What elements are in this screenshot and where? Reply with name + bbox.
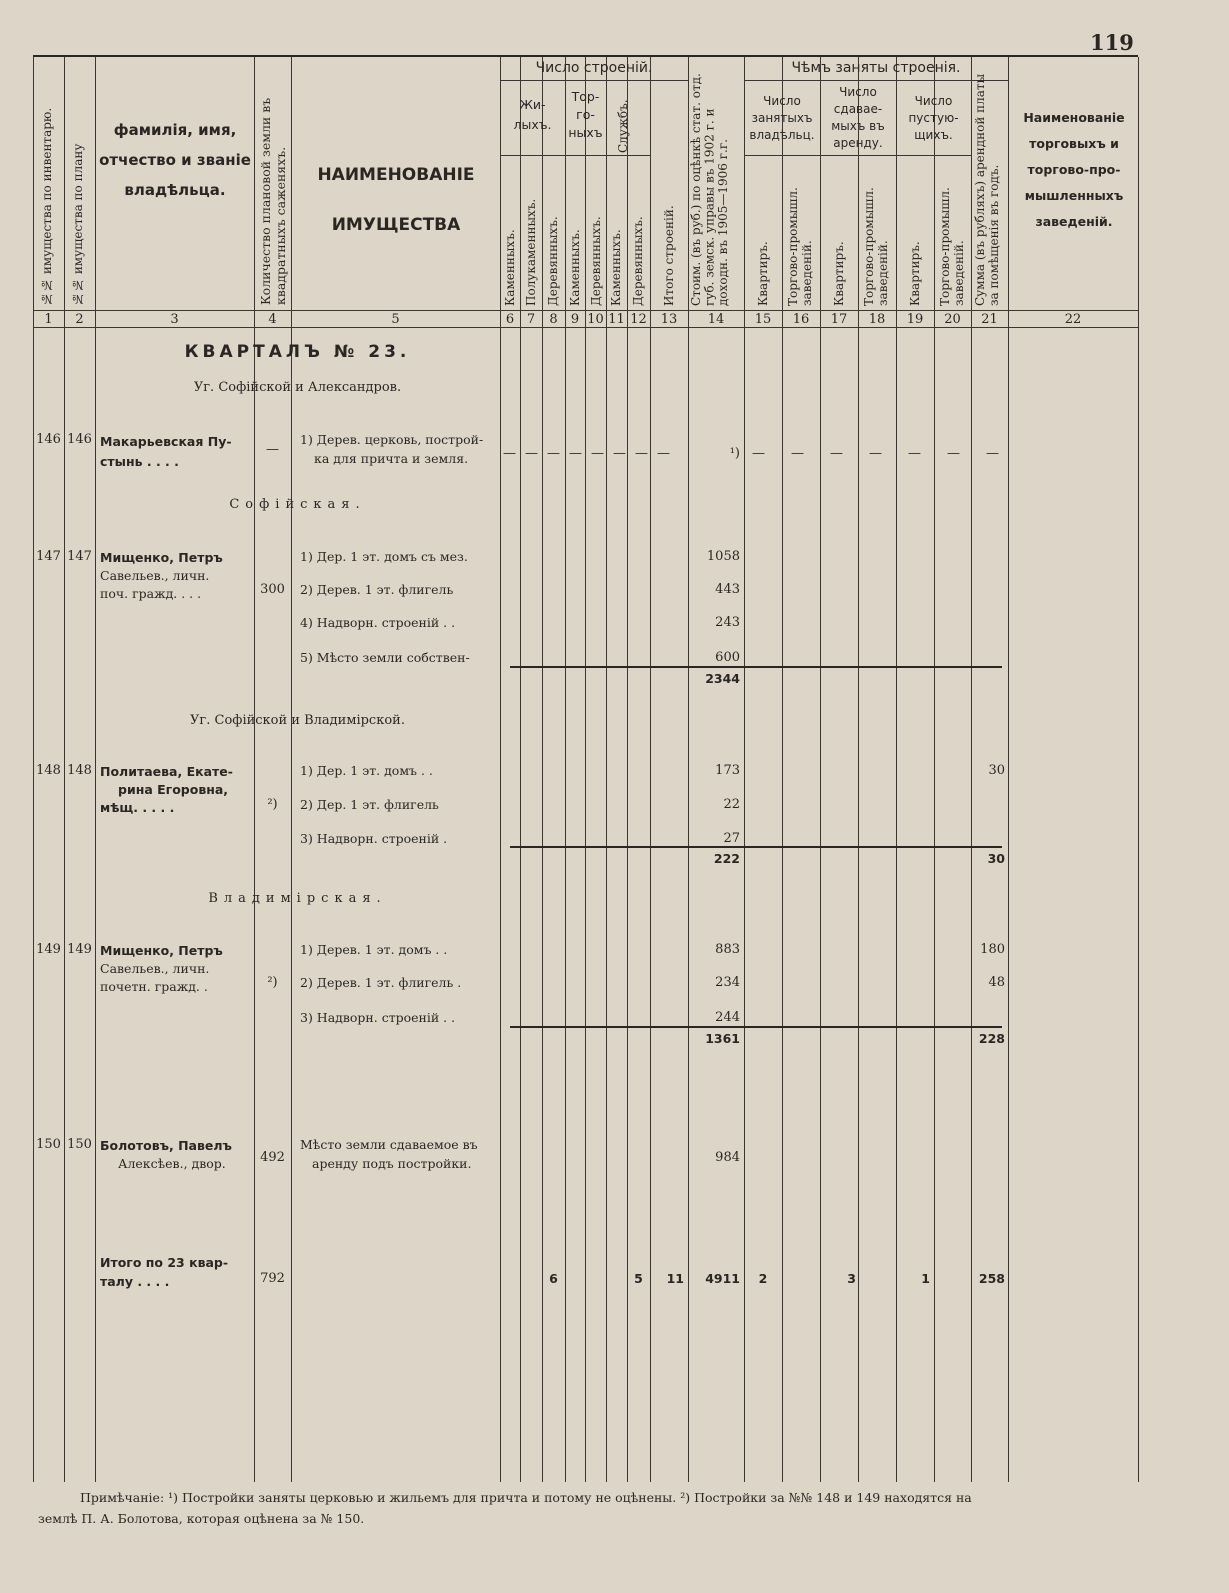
header-trade-line: го- [576, 107, 595, 122]
header-plan-number: №№ имущества по плану [71, 143, 85, 306]
dash-row: ——————— [752, 446, 1025, 461]
col-border [896, 57, 897, 1482]
header-property-line: НАИМЕНОВАНІЕ [317, 165, 475, 185]
total-label-line: талу . . . . [100, 1274, 170, 1289]
colnum-22: 22 [1064, 312, 1082, 327]
total-land: 792 [260, 1271, 285, 1286]
colnum-20: 20 [944, 312, 961, 327]
header-empty-line: Число [914, 94, 953, 108]
header-usage: Чѣмъ заняты строенія. [791, 60, 961, 76]
col-border [934, 57, 935, 1482]
value: 443 [715, 582, 740, 597]
owner-line: рина Егоровна, [118, 782, 229, 797]
property-item: 1) Дер. 1 эт. домъ . . [300, 763, 433, 778]
header-rent-sum: Сумма (въ рубляхъ) арендной платы за помѣщенія въ годъ. [973, 73, 1001, 306]
colnum-6: 6 [505, 312, 515, 327]
owner-line: поч. гражд. . . . [100, 586, 202, 601]
colnum-3: 3 [170, 312, 179, 327]
land-amount: ²) [267, 975, 278, 990]
header-owners-used [744, 93, 820, 144]
property-item: аренду подъ постройки. [312, 1156, 472, 1171]
col-border [500, 57, 501, 1482]
owner-line: почетн. гражд. . [100, 979, 208, 994]
owner-line: Алексѣев., двор. [118, 1156, 226, 1171]
colnum-12: 12 [630, 312, 647, 327]
value: 244 [715, 1010, 740, 1025]
property-item: 1) Дерев. 1 эт. домъ . . [300, 942, 448, 957]
inv-number: 146 [36, 432, 61, 447]
header-owner-line: владѣльца. [124, 181, 226, 199]
total-label [100, 1253, 228, 1291]
header-trade-owners: Торгово-промышл. заведеній. [786, 187, 814, 306]
colnum-9: 9 [570, 312, 580, 327]
header-owners-line: владѣльц. [749, 128, 815, 142]
plan-number: 146 [67, 432, 92, 447]
colnum-14: 14 [707, 312, 725, 327]
subtotal-rent: 228 [978, 1031, 1005, 1046]
header-wood-res: Деревянныхъ. [546, 216, 560, 306]
subtotal-rule [510, 666, 1002, 668]
plan-number: 149 [67, 942, 92, 957]
header-wood-service: Деревянныхъ. [631, 216, 645, 306]
header-estab-line: торгово-про- [1027, 162, 1121, 177]
owner-line: стынь . . . . [100, 454, 179, 469]
colnum-2: 2 [75, 312, 84, 327]
header-trade-empty: Торгово-промышл. заведеній. [938, 187, 966, 306]
property-item: 3) Надворн. строеній . [300, 831, 448, 846]
col-border [95, 57, 96, 1482]
footnote-line: Примѣчаніе: ¹) Постройки заняты церковью и жильемъ для причта и потому не оцѣнены. ²) Постройки за №№ 148 и 149 находятся на [80, 1490, 972, 1505]
colnum-15: 15 [754, 312, 772, 327]
header-rent-line: сдавае- [833, 102, 883, 116]
property-item: 2) Дерев. 1 эт. флигель . [300, 975, 462, 990]
owner-name [100, 1137, 232, 1173]
header-owner-line: отчество и званіе [99, 151, 251, 169]
col-border [254, 57, 255, 1482]
total-c17: 3 [847, 1271, 856, 1286]
col-border [858, 57, 859, 1482]
rent-sum: 30 [988, 763, 1005, 778]
col-border [782, 57, 783, 1482]
value: 883 [715, 942, 740, 957]
colnum-18: 18 [868, 312, 886, 327]
value: 984 [715, 1150, 740, 1165]
header-inv-number: №№ имущества по инвентарю. [40, 107, 54, 306]
footnote-line: землѣ П. А. Болотова, которая оцѣнена за № 150. [38, 1511, 365, 1526]
colnum-11: 11 [608, 312, 625, 327]
header-subrule [744, 155, 971, 156]
header-subrule [500, 155, 650, 156]
header-subrule [744, 80, 1008, 81]
total-c8: 6 [549, 1271, 558, 1286]
header-owner-line: фамилія, имя, [113, 121, 237, 139]
owner-line: Болотовъ, Павелъ [100, 1138, 232, 1153]
total-c21: 258 [978, 1271, 1005, 1286]
property-item: 4) Надворн. строеній . . [300, 615, 456, 630]
value: 243 [715, 615, 740, 630]
dash-row: ———————— [503, 446, 679, 461]
plan-number: 150 [67, 1137, 92, 1152]
footnote [38, 1487, 972, 1529]
colnum-5: 5 [391, 312, 400, 327]
header-rent-used [820, 84, 896, 152]
inv-number: 147 [36, 549, 61, 564]
header-apartments-owners: Квартиръ. [756, 241, 770, 306]
subtotal-value: 1361 [705, 1031, 740, 1046]
col-border [650, 57, 651, 1482]
colnum-16: 16 [792, 312, 810, 327]
owner-line: мѣщ. . . . . [100, 800, 175, 815]
col-border [1138, 57, 1139, 1482]
header-stone-trade: Каменныхъ. [568, 229, 582, 306]
section-heading: Уг. Софійской и Владимірской. [190, 713, 405, 728]
inv-number: 150 [36, 1137, 61, 1152]
owner-name [100, 549, 223, 603]
header-estab-line: Наименованіе [1023, 110, 1125, 125]
owner-line: Политаева, Екате- [100, 764, 233, 779]
col-border [565, 57, 566, 1482]
total-c15: 2 [758, 1271, 768, 1286]
property-item: 2) Дер. 1 эт. флигель [300, 797, 439, 812]
header-empty-line: щихъ. [914, 128, 953, 142]
header-wood-trade: Деревянныхъ. [589, 216, 603, 306]
colnum-1: 1 [44, 312, 53, 327]
header-empty [896, 93, 971, 144]
value: 22 [723, 797, 740, 812]
total-c12: 5 [634, 1271, 643, 1286]
col-border [627, 57, 628, 1482]
header-subrule [500, 80, 688, 81]
header-empty-line: пустую- [908, 111, 959, 125]
subtotal-rule [510, 1026, 1002, 1028]
header-land: Количество плановой земли въ квадратныхъ саженяхъ. [258, 97, 288, 305]
col-border [542, 57, 543, 1482]
colnum-19: 19 [906, 312, 924, 327]
col-border [820, 57, 821, 1482]
colnum-4: 4 [268, 312, 277, 327]
property-items [300, 1135, 478, 1173]
property-item: ка для причта и земля. [314, 451, 469, 466]
header-owner [96, 115, 254, 205]
header-trade-line: ныхъ [568, 125, 603, 140]
value: 173 [715, 763, 740, 778]
section-heading: Уг. Софійской и Александров. [193, 380, 402, 395]
total-c19: 1 [921, 1271, 930, 1286]
value: ¹) [729, 446, 740, 461]
header-service: Службъ. [616, 99, 630, 153]
header-property [292, 150, 500, 250]
colnum-7: 7 [526, 312, 536, 327]
value: 1058 [706, 549, 740, 564]
header-estab-line: мышленныхъ [1024, 188, 1124, 203]
page-number: 119 [1090, 30, 1134, 55]
subtotal-value: 2344 [705, 671, 740, 686]
owner-line: Савельев., личн. [100, 568, 210, 583]
colnum-17: 17 [830, 312, 848, 327]
header-stone-service: Каменныхъ. [609, 229, 623, 306]
header-owners-line: занятыхъ [751, 111, 813, 125]
col-border [1008, 57, 1009, 1482]
section-heading: Владимірская. [208, 891, 387, 906]
land-amount: ²) [267, 797, 278, 812]
property-item: 5) Мѣсто земли собствен- [300, 650, 470, 665]
header-trade-rent: Торгово-промышл. заведеній. [862, 187, 890, 306]
colnum-10: 10 [587, 312, 604, 327]
subtotal-value: 222 [713, 851, 740, 866]
header-residential-line: Жи- [519, 97, 546, 112]
inv-number: 148 [36, 763, 61, 778]
colnum-13: 13 [660, 312, 678, 327]
value: 27 [723, 831, 740, 846]
colnum-8: 8 [549, 312, 558, 327]
value: 234 [715, 975, 740, 990]
header-owners-line: Число [763, 94, 801, 108]
colnum-21: 21 [981, 312, 998, 327]
col-border [520, 57, 521, 1482]
plan-number: 147 [67, 549, 92, 564]
owner-line: Мищенко, Петръ [100, 943, 223, 958]
property-item: 1) Дер. 1 эт. домъ съ мез. [300, 549, 468, 564]
col-border [606, 57, 607, 1482]
header-buildings: Число строеній. [535, 60, 653, 76]
header-value: Стоим. (въ руб.) по оцѣнкѣ стат. отд. губ. земск. управы въ 1902 г. и доходн. въ 1905—1906 г.г. [689, 73, 730, 306]
owner-name [100, 942, 223, 996]
header-estab-line: торговыхъ и [1029, 136, 1119, 151]
header-halfstone-res: Полукаменныхъ. [524, 198, 538, 306]
header-total-buildings: Итого строеній. [662, 205, 676, 306]
header-trade-line: Тор- [571, 89, 600, 104]
total-label-line: Итого по 23 квар- [100, 1255, 229, 1270]
rent-sum: 48 [988, 975, 1005, 990]
header-apartments-rent: Квартиръ. [832, 241, 846, 306]
subtotal-rent: 30 [987, 851, 1005, 866]
total-c13: 11 [666, 1271, 684, 1286]
owner-name [100, 763, 233, 817]
col-border [585, 57, 586, 1482]
inv-number: 149 [36, 942, 61, 957]
property-item: Мѣсто земли сдаваемое въ [300, 1137, 478, 1152]
land-amount: 300 [260, 582, 285, 597]
owner-line: Макарьевская Пу- [100, 434, 232, 449]
value: 600 [715, 650, 740, 665]
owner-line: Савельев., личн. [100, 961, 210, 976]
header-apartments-empty: Квартиръ. [908, 241, 922, 306]
col-border [291, 57, 292, 1482]
header-establishments [1010, 105, 1138, 235]
property-item: 3) Надворн. строеній . . [300, 1010, 456, 1025]
quarter-title: КВАРТАЛЪ № 23. [184, 342, 411, 362]
section-heading: Софійская. [229, 497, 366, 512]
total-value: 4911 [705, 1271, 740, 1286]
property-item: 2) Дерев. 1 эт. флигель [300, 582, 454, 597]
property-items [300, 430, 483, 468]
header-stone-res: Каменныхъ. [503, 229, 517, 306]
land-amount: — [266, 442, 279, 457]
header-property-line: ИМУЩЕСТВА [331, 215, 461, 235]
property-item: 1) Дерев. церковь, построй- [300, 432, 484, 447]
header-residential [500, 95, 565, 135]
rent-sum: 180 [980, 942, 1005, 957]
plan-number: 148 [67, 763, 92, 778]
header-trade [565, 88, 606, 142]
header-rent-line: аренду. [833, 136, 883, 150]
header-estab-line: заведеній. [1035, 214, 1113, 229]
land-amount: 492 [260, 1150, 285, 1165]
owner-line: Мищенко, Петръ [100, 550, 223, 565]
subtotal-rule [510, 846, 1002, 848]
header-rent-line: мыхъ въ [831, 119, 885, 133]
owner-name [100, 432, 232, 472]
header-rent-line: Число [839, 85, 877, 99]
header-residential-line: лыхъ. [513, 117, 552, 132]
col-border [744, 57, 745, 1482]
